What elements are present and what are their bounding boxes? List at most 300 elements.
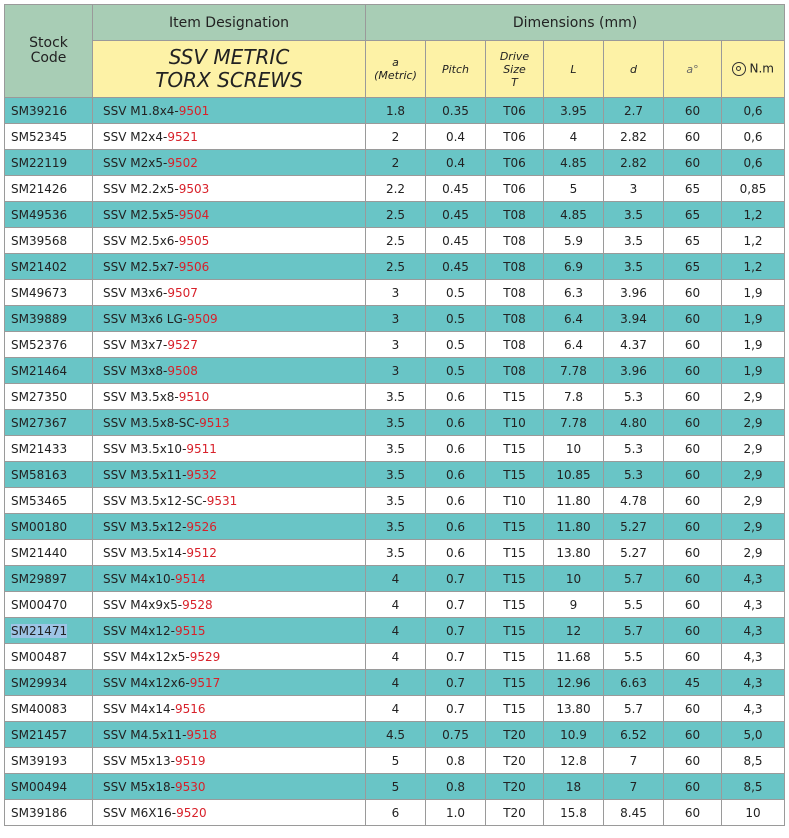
diameter-cell: 5.3 bbox=[604, 462, 664, 488]
torque-cell: 8,5 bbox=[722, 774, 785, 800]
item-designation-cell bbox=[93, 644, 366, 670]
drive-size-cell: T10 bbox=[486, 410, 544, 436]
torque-cell: 0,85 bbox=[722, 176, 785, 202]
pitch-cell: 0.7 bbox=[426, 618, 486, 644]
table-row bbox=[5, 800, 785, 826]
a-metric-cell: 4 bbox=[366, 696, 426, 722]
stock-code: SM21440 bbox=[11, 545, 68, 560]
item-number: 9509 bbox=[187, 311, 218, 326]
stock-code-cell bbox=[5, 280, 93, 306]
diameter-cell: 5.27 bbox=[604, 540, 664, 566]
item-name: SSV M4x14- bbox=[103, 701, 175, 716]
a-metric-cell: 3 bbox=[366, 358, 426, 384]
angle-cell: 60 bbox=[664, 722, 722, 748]
torque-cell: 1,2 bbox=[722, 202, 785, 228]
stock-code: SM27350 bbox=[11, 389, 68, 404]
col-angle-header: a° bbox=[664, 41, 722, 98]
length-cell: 4.85 bbox=[544, 150, 604, 176]
length-cell: 13.80 bbox=[544, 540, 604, 566]
title-line-1: SSV METRIC bbox=[168, 45, 290, 69]
drive-size-cell: T20 bbox=[486, 748, 544, 774]
length-cell: 12 bbox=[544, 618, 604, 644]
diameter-cell: 4.37 bbox=[604, 332, 664, 358]
length-cell: 15.8 bbox=[544, 800, 604, 826]
stock-code-cell bbox=[5, 150, 93, 176]
length-cell: 12.96 bbox=[544, 670, 604, 696]
stock-code-header: Stock Code bbox=[5, 5, 93, 98]
pitch-cell: 0.6 bbox=[426, 514, 486, 540]
item-number: 9519 bbox=[174, 753, 206, 768]
diameter-cell: 3.5 bbox=[604, 254, 664, 280]
diameter-cell: 5.7 bbox=[604, 696, 664, 722]
angle-cell: 60 bbox=[664, 332, 722, 358]
pitch-cell: 0.7 bbox=[426, 670, 486, 696]
stock-code-cell bbox=[5, 384, 93, 410]
item-name: SSV M4x12- bbox=[103, 623, 175, 638]
drive-size-cell: T15 bbox=[486, 540, 544, 566]
col-pitch-header: Pitch bbox=[426, 41, 486, 98]
stock-code-cell bbox=[5, 748, 93, 774]
pitch-cell: 0.7 bbox=[426, 566, 486, 592]
table-row bbox=[5, 306, 785, 332]
length-cell: 11.80 bbox=[544, 514, 604, 540]
pitch-cell: 0.6 bbox=[426, 410, 486, 436]
torque-cell: 0,6 bbox=[722, 124, 785, 150]
angle-cell: 60 bbox=[664, 540, 722, 566]
item-number: 9511 bbox=[186, 441, 217, 456]
diameter-cell: 4.78 bbox=[604, 488, 664, 514]
torque-cell: 2,9 bbox=[722, 462, 785, 488]
diameter-cell: 3.96 bbox=[604, 358, 664, 384]
item-name: SSV M3x7- bbox=[103, 337, 168, 352]
length-cell: 7.8 bbox=[544, 384, 604, 410]
item-designation-cell bbox=[93, 280, 366, 306]
length-cell: 6.4 bbox=[544, 332, 604, 358]
stock-code-cell bbox=[5, 462, 93, 488]
a-metric-cell: 3.5 bbox=[366, 384, 426, 410]
stock-code: SM21457 bbox=[11, 727, 68, 742]
a-metric-cell: 2 bbox=[366, 150, 426, 176]
item-name: SSV M4x10- bbox=[103, 571, 175, 586]
pitch-cell: 0.8 bbox=[426, 774, 486, 800]
item-designation-cell bbox=[93, 358, 366, 384]
pitch-cell: 0.7 bbox=[426, 644, 486, 670]
item-name: SSV M4x12x6- bbox=[103, 675, 190, 690]
length-cell: 6.9 bbox=[544, 254, 604, 280]
item-designation-cell bbox=[93, 540, 366, 566]
torque-cell: 8,5 bbox=[722, 748, 785, 774]
a-metric-cell: 6 bbox=[366, 800, 426, 826]
item-number: 9513 bbox=[199, 415, 230, 430]
item-name: SSV M2.5x5- bbox=[103, 207, 179, 222]
stock-code-cell bbox=[5, 696, 93, 722]
a-metric-cell: 3.5 bbox=[366, 462, 426, 488]
pitch-cell: 0.45 bbox=[426, 176, 486, 202]
diameter-cell: 2.82 bbox=[604, 124, 664, 150]
torque-cell: 4,3 bbox=[722, 618, 785, 644]
a-metric-cell: 3.5 bbox=[366, 436, 426, 462]
item-designation-cell bbox=[93, 774, 366, 800]
a-metric-cell: 3.5 bbox=[366, 514, 426, 540]
table-row bbox=[5, 514, 785, 540]
drive-size-cell: T06 bbox=[486, 124, 544, 150]
item-designation-header: Item Designation bbox=[93, 5, 366, 41]
length-cell: 10 bbox=[544, 436, 604, 462]
stock-code: SM39193 bbox=[11, 753, 68, 768]
drive-size-cell: T15 bbox=[486, 618, 544, 644]
torque-cell: 2,9 bbox=[722, 436, 785, 462]
torque-cell: 4,3 bbox=[722, 592, 785, 618]
drive-size-cell: T08 bbox=[486, 280, 544, 306]
length-cell: 11.80 bbox=[544, 488, 604, 514]
stock-code-cell bbox=[5, 176, 93, 202]
a-metric-cell: 5 bbox=[366, 774, 426, 800]
diameter-cell: 4.80 bbox=[604, 410, 664, 436]
angle-cell: 60 bbox=[664, 488, 722, 514]
length-cell: 5 bbox=[544, 176, 604, 202]
item-number: 9502 bbox=[167, 155, 198, 170]
stock-code: SM39216 bbox=[11, 103, 68, 118]
a-metric-cell: 2 bbox=[366, 124, 426, 150]
angle-cell: 60 bbox=[664, 462, 722, 488]
item-number: 9507 bbox=[167, 285, 198, 300]
torque-cell: 2,9 bbox=[722, 410, 785, 436]
item-number: 9518 bbox=[186, 727, 217, 742]
pitch-cell: 0.5 bbox=[426, 306, 486, 332]
item-designation-cell bbox=[93, 462, 366, 488]
a-metric-cell: 3 bbox=[366, 306, 426, 332]
item-number: 9531 bbox=[206, 493, 238, 508]
a-metric-cell: 2.2 bbox=[366, 176, 426, 202]
drive-size-cell: T06 bbox=[486, 98, 544, 124]
pitch-cell: 0.6 bbox=[426, 384, 486, 410]
stock-code-cell bbox=[5, 592, 93, 618]
stock-code: SM21433 bbox=[11, 441, 68, 456]
a-metric-cell: 3.5 bbox=[366, 410, 426, 436]
angle-cell: 65 bbox=[664, 202, 722, 228]
item-name: SSV M1.8x4- bbox=[103, 103, 179, 118]
pitch-cell: 0.7 bbox=[426, 696, 486, 722]
item-designation-cell bbox=[93, 618, 366, 644]
a-metric-cell: 4 bbox=[366, 644, 426, 670]
a-metric-cell: 4 bbox=[366, 618, 426, 644]
item-name: SSV M3.5x10- bbox=[103, 441, 187, 456]
col-a-header: a (Metric) bbox=[366, 41, 426, 98]
diameter-cell: 5.3 bbox=[604, 384, 664, 410]
item-designation-cell bbox=[93, 670, 366, 696]
stock-code-cell bbox=[5, 254, 93, 280]
drive-size-cell: T15 bbox=[486, 436, 544, 462]
stock-code: SM40083 bbox=[11, 701, 68, 716]
angle-cell: 60 bbox=[664, 514, 722, 540]
drive-size-cell: T06 bbox=[486, 176, 544, 202]
item-designation-cell bbox=[93, 436, 366, 462]
torque-cell: 4,3 bbox=[722, 566, 785, 592]
stock-code-cell bbox=[5, 566, 93, 592]
torque-cell: 1,9 bbox=[722, 332, 785, 358]
angle-cell: 60 bbox=[664, 410, 722, 436]
item-name: SSV M3.5x14- bbox=[103, 545, 187, 560]
table-row bbox=[5, 176, 785, 202]
angle-cell: 60 bbox=[664, 98, 722, 124]
a-metric-cell: 4 bbox=[366, 670, 426, 696]
drive-size-cell: T08 bbox=[486, 254, 544, 280]
drive-size-cell: T20 bbox=[486, 722, 544, 748]
table-row bbox=[5, 254, 785, 280]
stock-code-cell bbox=[5, 800, 93, 826]
stock-code: SM00470 bbox=[11, 597, 68, 612]
item-name: SSV M3.5x12-SC- bbox=[103, 493, 207, 508]
item-number: 9526 bbox=[186, 519, 217, 534]
item-name: SSV M2.5x6- bbox=[103, 233, 179, 248]
stock-code-cell bbox=[5, 774, 93, 800]
torque-cell: 2,9 bbox=[722, 384, 785, 410]
angle-cell: 60 bbox=[664, 774, 722, 800]
a-metric-cell: 4.5 bbox=[366, 722, 426, 748]
torque-cell: 0,6 bbox=[722, 98, 785, 124]
stock-code-cell bbox=[5, 306, 93, 332]
pitch-cell: 0.5 bbox=[426, 358, 486, 384]
a-metric-cell: 3.5 bbox=[366, 488, 426, 514]
stock-code: SM21426 bbox=[11, 181, 68, 196]
length-cell: 3.95 bbox=[544, 98, 604, 124]
angle-cell: 65 bbox=[664, 254, 722, 280]
table-row bbox=[5, 540, 785, 566]
item-designation-cell bbox=[93, 592, 366, 618]
length-cell: 7.78 bbox=[544, 410, 604, 436]
table-row bbox=[5, 124, 785, 150]
table-row bbox=[5, 488, 785, 514]
col-drive-header: Drive Size T bbox=[486, 41, 544, 98]
angle-cell: 60 bbox=[664, 150, 722, 176]
col-d-header: d bbox=[604, 41, 664, 98]
table-row bbox=[5, 774, 785, 800]
length-cell: 11.68 bbox=[544, 644, 604, 670]
pitch-cell: 0.5 bbox=[426, 332, 486, 358]
item-name: SSV M3x8- bbox=[103, 363, 168, 378]
item-number: 9521 bbox=[167, 129, 198, 144]
angle-cell: 60 bbox=[664, 358, 722, 384]
stock-code: SM52345 bbox=[11, 129, 68, 144]
stock-code: SM39889 bbox=[11, 311, 68, 326]
item-name: SSV M4x12x5- bbox=[103, 649, 190, 664]
stock-code-cell bbox=[5, 722, 93, 748]
pitch-cell: 0.75 bbox=[426, 722, 486, 748]
angle-cell: 60 bbox=[664, 592, 722, 618]
stock-code-cell bbox=[5, 644, 93, 670]
diameter-cell: 7 bbox=[604, 748, 664, 774]
table-row bbox=[5, 748, 785, 774]
stock-code: SM21471 bbox=[11, 623, 68, 638]
drive-size-cell: T15 bbox=[486, 462, 544, 488]
stock-code-cell bbox=[5, 670, 93, 696]
item-name: SSV M4.5x11- bbox=[103, 727, 187, 742]
item-number: 9508 bbox=[167, 363, 198, 378]
diameter-cell: 5.5 bbox=[604, 592, 664, 618]
item-designation-cell bbox=[93, 228, 366, 254]
drive-size-cell: T15 bbox=[486, 644, 544, 670]
item-designation-cell bbox=[93, 332, 366, 358]
item-number: 9529 bbox=[189, 649, 221, 664]
stock-code-cell bbox=[5, 98, 93, 124]
angle-cell: 65 bbox=[664, 228, 722, 254]
torque-cell: 2,9 bbox=[722, 514, 785, 540]
a-metric-cell: 2.5 bbox=[366, 202, 426, 228]
table-row bbox=[5, 644, 785, 670]
diameter-cell: 3.5 bbox=[604, 228, 664, 254]
angle-cell: 60 bbox=[664, 124, 722, 150]
stock-code: SM29934 bbox=[11, 675, 68, 690]
torque-cell: 4,3 bbox=[722, 696, 785, 722]
item-designation-cell bbox=[93, 384, 366, 410]
diameter-cell: 5.7 bbox=[604, 618, 664, 644]
a-metric-cell: 4 bbox=[366, 566, 426, 592]
drive-size-cell: T15 bbox=[486, 696, 544, 722]
table-row bbox=[5, 696, 785, 722]
angle-cell: 60 bbox=[664, 566, 722, 592]
a-metric-cell: 2.5 bbox=[366, 228, 426, 254]
length-cell: 10 bbox=[544, 566, 604, 592]
stock-code-cell bbox=[5, 124, 93, 150]
table-row bbox=[5, 384, 785, 410]
angle-cell: 60 bbox=[664, 306, 722, 332]
drive-size-cell: T08 bbox=[486, 306, 544, 332]
angle-cell: 60 bbox=[664, 644, 722, 670]
drive-size-cell: T20 bbox=[486, 774, 544, 800]
item-designation-cell bbox=[93, 124, 366, 150]
torque-cell: 1,9 bbox=[722, 358, 785, 384]
item-name: SSV M3.5x8- bbox=[103, 389, 179, 404]
torque-cell: 5,0 bbox=[722, 722, 785, 748]
diameter-cell: 6.52 bbox=[604, 722, 664, 748]
item-designation-cell bbox=[93, 98, 366, 124]
item-name: SSV M3x6- bbox=[103, 285, 168, 300]
length-cell: 6.3 bbox=[544, 280, 604, 306]
drive-size-cell: T08 bbox=[486, 358, 544, 384]
item-number: 9515 bbox=[174, 623, 206, 638]
item-number: 9527 bbox=[167, 337, 198, 352]
item-designation-cell bbox=[93, 150, 366, 176]
item-designation-cell bbox=[93, 202, 366, 228]
drive-size-cell: T10 bbox=[486, 488, 544, 514]
table-row bbox=[5, 436, 785, 462]
item-name: SSV M2x4- bbox=[103, 129, 168, 144]
item-designation-cell bbox=[93, 566, 366, 592]
stock-code: SM00487 bbox=[11, 649, 68, 664]
diameter-cell: 5.5 bbox=[604, 644, 664, 670]
stock-code: SM21402 bbox=[11, 259, 68, 274]
table-row bbox=[5, 358, 785, 384]
a-metric-cell: 1.8 bbox=[366, 98, 426, 124]
stock-code-cell bbox=[5, 488, 93, 514]
item-name: SSV M2.5x7- bbox=[103, 259, 179, 274]
length-cell: 13.80 bbox=[544, 696, 604, 722]
table-row bbox=[5, 150, 785, 176]
col-L-header: L bbox=[544, 41, 604, 98]
stock-code-cell bbox=[5, 228, 93, 254]
diameter-cell: 6.63 bbox=[604, 670, 664, 696]
angle-cell: 60 bbox=[664, 436, 722, 462]
item-name: SSV M4x9x5- bbox=[103, 597, 183, 612]
table-row bbox=[5, 592, 785, 618]
item-designation-cell bbox=[93, 254, 366, 280]
pitch-cell: 0.4 bbox=[426, 150, 486, 176]
stock-code: SM39568 bbox=[11, 233, 68, 248]
dimensions-header: Dimensions (mm) bbox=[366, 5, 785, 41]
item-name: SSV M5x13- bbox=[103, 753, 175, 768]
diameter-cell: 3.5 bbox=[604, 202, 664, 228]
item-number: 9505 bbox=[178, 233, 210, 248]
table-row bbox=[5, 332, 785, 358]
screw-table bbox=[4, 4, 785, 826]
angle-cell: 60 bbox=[664, 618, 722, 644]
stock-code: SM00494 bbox=[11, 779, 68, 794]
stock-code-cell bbox=[5, 618, 93, 644]
item-designation-cell bbox=[93, 696, 366, 722]
item-name: SSV M3.5x12- bbox=[103, 519, 187, 534]
table-row bbox=[5, 202, 785, 228]
angle-cell: 60 bbox=[664, 384, 722, 410]
a-metric-cell: 2.5 bbox=[366, 254, 426, 280]
length-cell: 10.85 bbox=[544, 462, 604, 488]
length-cell: 18 bbox=[544, 774, 604, 800]
item-designation-cell bbox=[93, 514, 366, 540]
torque-cell: 2,9 bbox=[722, 488, 785, 514]
pitch-cell: 1.0 bbox=[426, 800, 486, 826]
table-row bbox=[5, 670, 785, 696]
item-number: 9530 bbox=[174, 779, 206, 794]
item-designation-cell bbox=[93, 176, 366, 202]
table-row bbox=[5, 98, 785, 124]
item-designation-cell bbox=[93, 800, 366, 826]
angle-cell: 60 bbox=[664, 280, 722, 306]
stock-code: SM39186 bbox=[11, 805, 68, 820]
item-designation-cell bbox=[93, 410, 366, 436]
product-title bbox=[93, 41, 366, 98]
diameter-cell: 2.82 bbox=[604, 150, 664, 176]
diameter-cell: 7 bbox=[604, 774, 664, 800]
length-cell: 7.78 bbox=[544, 358, 604, 384]
angle-cell: 60 bbox=[664, 696, 722, 722]
pitch-cell: 0.45 bbox=[426, 254, 486, 280]
drive-size-cell: T08 bbox=[486, 332, 544, 358]
pitch-cell: 0.8 bbox=[426, 748, 486, 774]
drive-size-cell: T15 bbox=[486, 592, 544, 618]
angle-cell: 60 bbox=[664, 748, 722, 774]
torque-cell: 0,6 bbox=[722, 150, 785, 176]
item-name: SSV M3.5x11- bbox=[103, 467, 187, 482]
diameter-cell: 3.94 bbox=[604, 306, 664, 332]
torque-cell: 10 bbox=[722, 800, 785, 826]
diameter-cell: 8.45 bbox=[604, 800, 664, 826]
table-row bbox=[5, 228, 785, 254]
drive-size-cell: T15 bbox=[486, 670, 544, 696]
drive-size-cell: T20 bbox=[486, 800, 544, 826]
item-number: 9514 bbox=[174, 571, 206, 586]
pitch-cell: 0.6 bbox=[426, 436, 486, 462]
stock-code: SM52376 bbox=[11, 337, 68, 352]
stock-code: SM27367 bbox=[11, 415, 68, 430]
table-body bbox=[5, 98, 785, 826]
item-name: SSV M2x5- bbox=[103, 155, 168, 170]
diameter-cell: 3.96 bbox=[604, 280, 664, 306]
pitch-cell: 0.6 bbox=[426, 540, 486, 566]
item-designation-cell bbox=[93, 748, 366, 774]
item-number: 9503 bbox=[178, 181, 210, 196]
item-number: 9532 bbox=[186, 467, 217, 482]
diameter-cell: 3 bbox=[604, 176, 664, 202]
length-cell: 4 bbox=[544, 124, 604, 150]
